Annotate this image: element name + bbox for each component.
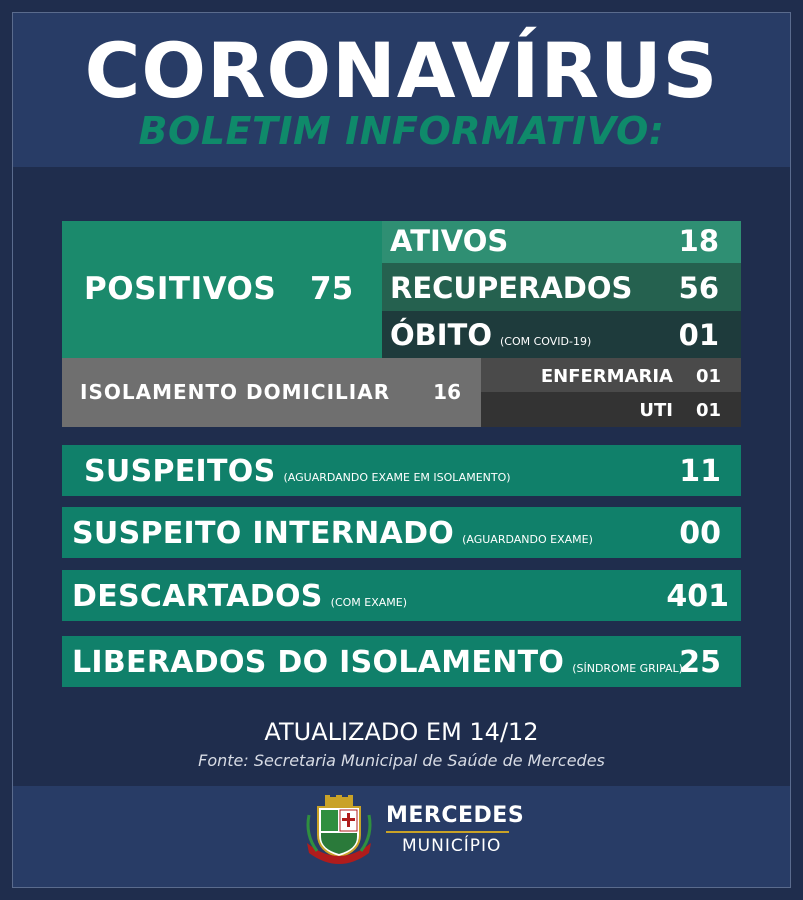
recuperados-row <box>382 263 741 311</box>
descartados-bar <box>62 570 741 621</box>
liberados-label-group <box>72 645 683 680</box>
liberados-bar <box>62 636 741 687</box>
suspeito-internado-value: 00 <box>679 516 721 551</box>
source-text: Fonte: Secretaria Municipal de Saúde de Mercedes <box>198 751 605 770</box>
suspeitos-label-group <box>84 454 511 489</box>
positivos-box <box>62 221 382 358</box>
municipal-crest-icon <box>303 795 375 867</box>
isolamento-box <box>62 358 481 427</box>
uti-label: UTI <box>639 400 673 421</box>
obito-label: ÓBITO <box>390 318 492 352</box>
enfermaria-value: 01 <box>695 366 721 387</box>
page-subtitle: BOLETIM INFORMATIVO: <box>138 109 665 153</box>
municipality-name: MERCEDES <box>386 803 525 828</box>
suspeitos-bar <box>62 445 741 496</box>
page-title: CORONAVÍRUS <box>84 26 719 115</box>
obito-note: (COM COVID-19) <box>499 335 592 348</box>
recuperados-value: 56 <box>678 271 719 305</box>
enfermaria-label: ENFERMARIA <box>540 366 673 387</box>
positivos-value: 75 <box>310 271 354 307</box>
descartados-note: (COM EXAME) <box>330 596 408 609</box>
suspeitos-value: 11 <box>679 454 721 489</box>
suspeito-internado-label-group <box>72 516 593 551</box>
liberados-value: 25 <box>679 645 721 680</box>
suspeito-internado-bar <box>62 507 741 558</box>
enfermaria-row <box>481 358 741 392</box>
obito-value: 01 <box>678 318 719 352</box>
suspeito-internado-label: SUSPEITO INTERNADO <box>72 516 455 551</box>
liberados-note: (SÍNDROME GRIPAL) <box>572 662 683 675</box>
descartados-value: 401 <box>666 579 729 614</box>
obito-label-group <box>390 318 591 352</box>
suspeito-internado-note: (AGUARDANDO EXAME) <box>462 533 593 546</box>
positivos-label: POSITIVOS <box>84 271 277 307</box>
uti-row <box>481 392 741 427</box>
isolamento-label: ISOLAMENTO DOMICILIAR <box>80 380 391 404</box>
isolamento-value: 16 <box>433 380 461 404</box>
obito-row <box>382 311 741 358</box>
municipality-sub: MUNICÍPIO <box>402 836 502 856</box>
ativos-label: ATIVOS <box>390 224 509 258</box>
suspeitos-note: (AGUARDANDO EXAME EM ISOLAMENTO) <box>283 471 511 484</box>
uti-value: 01 <box>695 400 721 421</box>
descartados-label-group <box>72 579 407 614</box>
ativos-value: 18 <box>678 224 719 258</box>
recuperados-label: RECUPERADOS <box>390 271 633 305</box>
descartados-label: DESCARTADOS <box>72 579 323 614</box>
ativos-row <box>382 221 741 263</box>
updated-date: ATUALIZADO EM 14/12 <box>264 718 539 746</box>
liberados-label: LIBERADOS DO ISOLAMENTO <box>72 645 565 680</box>
suspeitos-label: SUSPEITOS <box>84 454 276 489</box>
municipality-divider <box>386 831 509 833</box>
